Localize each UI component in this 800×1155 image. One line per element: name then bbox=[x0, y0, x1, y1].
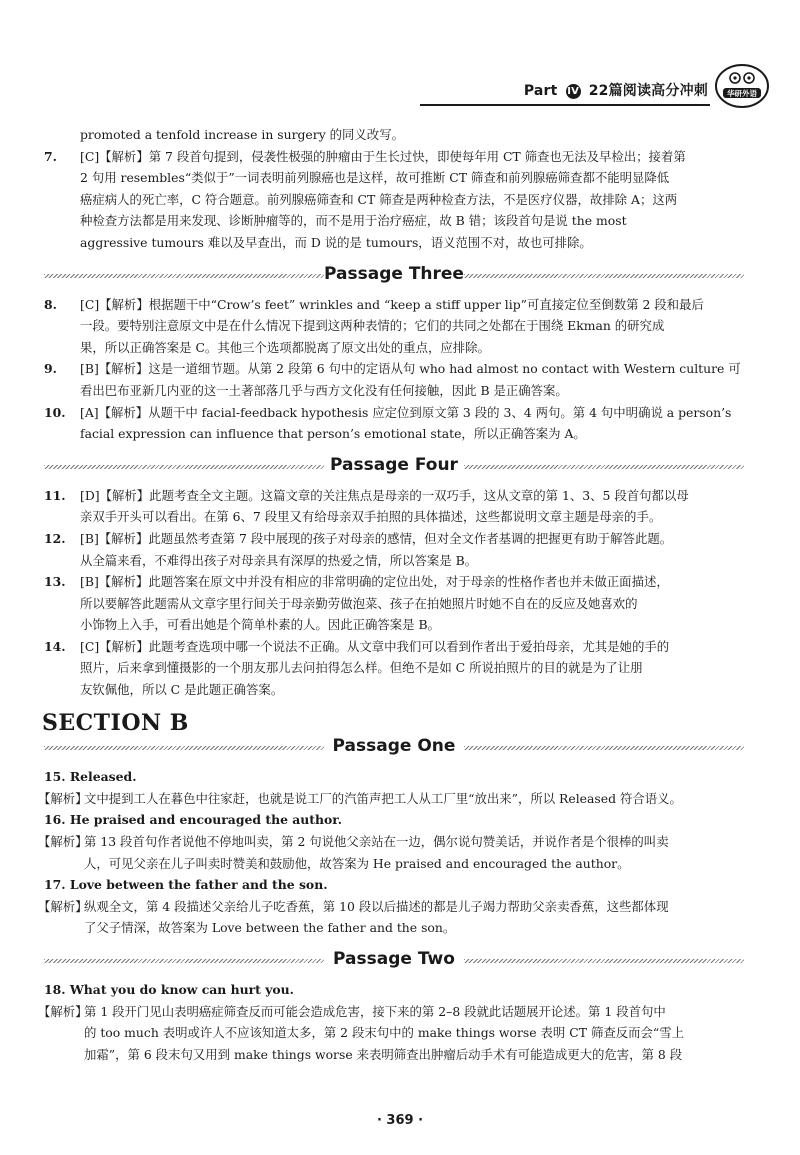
analysis-tag: 【解析】 bbox=[38, 834, 88, 850]
hatch-rule bbox=[44, 746, 324, 750]
answer-item-13 bbox=[44, 571, 744, 636]
item-line: 照片，后来拿到懂摄影的一个朋友那儿去问拍得怎么样。但绝不是如 C 所说拍照片的目的就是为了让朋 bbox=[80, 660, 643, 676]
analysis-line: 的 too much 表明或许人不应该知道太多，第 2 段末句中的 make things worse 表明 CT 筛查反而会“雪上 bbox=[84, 1025, 685, 1041]
page-number: · 369 · bbox=[376, 1113, 424, 1128]
item-line: 种检查方法都是用来发现、诊断肿瘤等的，而不是用于治疗癌症，故 B 错；该段首句是说 the most bbox=[80, 213, 627, 229]
item-line: [B]【解析】此题答案在原文中并没有相应的非常明确的定位出处，对于母亲的性格作者也并未做正面描述， bbox=[80, 574, 669, 590]
section-b-title: SECTION B bbox=[42, 709, 189, 736]
analysis-16 bbox=[38, 831, 744, 874]
analysis-line: 第 1 段开门见山表明癌症筛查反而可能会造成危害，接下来的第 2–8 段就此话题展开论述。第 1 段首句中 bbox=[84, 1003, 666, 1019]
item-number: 9. bbox=[44, 361, 57, 377]
item-line: [D]【解析】此题考查全文主题。这篇文章的关注焦点是母亲的一双巧手，这从文章的第 1、3、5 段首句都以母 bbox=[80, 487, 689, 503]
item-line: [C]【解析】第 7 段首句提到，侵袭性极强的肿瘤由于生长过快，即使每年用 CT 筛查也无法及早检出；接着第 bbox=[80, 148, 686, 164]
item-number: 8. bbox=[44, 296, 57, 312]
item-number: 13. bbox=[44, 574, 66, 590]
item-number: 12. bbox=[44, 530, 66, 546]
page-header bbox=[40, 58, 770, 108]
item-line: 看出巴布亚新几内亚的这一土著部落几乎与西方文化没有任何接触，因此 B 是正确答案。 bbox=[80, 382, 568, 398]
publisher-logo-icon bbox=[714, 62, 770, 110]
hatch-rule bbox=[464, 746, 744, 750]
answer-item-14 bbox=[44, 636, 744, 701]
answer-line-16: 16. He praised and encouraged the author. bbox=[44, 812, 343, 828]
item-line: [C]【解析】此题考查选项中哪一个说法不正确。从文章中我们可以看到作者出于爱拍母亲，尤其是她的手的 bbox=[80, 638, 670, 654]
analysis-tag: 【解析】 bbox=[38, 790, 88, 806]
header-rule bbox=[420, 104, 710, 106]
answer-line-18: 18. What you do know can hurt you. bbox=[44, 982, 294, 997]
item-line: 果，所以正确答案是 C。其他三个选项都脱离了原文出处的重点，应排除。 bbox=[80, 339, 490, 355]
answer-line-15: 15. Released. bbox=[44, 769, 137, 785]
answer-item-10 bbox=[44, 402, 744, 445]
hatch-rule bbox=[464, 274, 744, 278]
hatch-rule bbox=[44, 959, 324, 963]
item-line: [B]【解析】此题虽然考查第 7 段中展现的孩子对母亲的感情，但对全文作者基调的把握更有助于解答此题。 bbox=[80, 530, 673, 546]
hatch-rule bbox=[44, 465, 324, 469]
answer-line-17: 17. Love between the father and the son. bbox=[44, 877, 328, 893]
passage-heading: Passage Two bbox=[324, 949, 464, 971]
passage-heading: Passage One bbox=[324, 736, 464, 758]
passage-four-divider bbox=[44, 453, 744, 481]
item-line: 一段。要特别注意原文中是在什么情况下提到这两种表情的；它们的共同之处都在于围绕 Ekman 的研究成 bbox=[80, 318, 665, 334]
analysis-line: 人，可见父亲在儿子叫卖时赞美和鼓励他，故答案为 He praised and encouraged the author。 bbox=[84, 855, 630, 871]
item-number: 7. bbox=[44, 148, 57, 164]
analysis-18 bbox=[38, 1001, 744, 1066]
item-line: [A]【解析】从题干中 facial-feedback hypothesis 应定位到原文第 3 段的 3、4 两句。第 4 句中明确说 a person’s bbox=[80, 404, 732, 420]
analysis-line: 第 13 段首句作者说他不停地叫卖，第 2 句说他父亲站在一边，偶尔说句赞美话，并说作者是个很棒的叫卖 bbox=[84, 834, 669, 850]
part-number-badge: IV bbox=[567, 86, 580, 97]
answer-item-7 bbox=[44, 146, 744, 254]
hatch-rule bbox=[464, 465, 744, 469]
passage-heading: Passage Three bbox=[324, 263, 464, 284]
item-line: [B]【解析】这是一道细节题。从第 2 段第 6 句中的定语从句 who had almost no contact with Western culture 可 bbox=[80, 361, 741, 377]
analysis-tag: 【解析】 bbox=[38, 1003, 88, 1019]
item-line: 小饰物上入手，可看出她是个简单朴素的人。因此正确答案是 B。 bbox=[80, 617, 440, 633]
passage-heading: Passage Four bbox=[324, 455, 464, 477]
item-line: 2 句用 resembles“类似于”一词表明前列腺癌也是这样，故可推断 CT 筛查和前列腺癌筛查都不能明显降低 bbox=[80, 170, 670, 186]
item-line: 从全篇来看，不难得出孩子对母亲具有深厚的热爱之情，所以答案是 B。 bbox=[80, 552, 478, 568]
item-line: facial expression can influence that person’s emotional state，所以正确答案为 A。 bbox=[80, 426, 586, 442]
item-line: 友钦佩他，所以 C 是此题正确答案。 bbox=[80, 682, 284, 698]
item-number: 11. bbox=[44, 487, 66, 503]
svg-text:华研外语: 华研外语 bbox=[727, 89, 757, 98]
item-line: 癌症病人的死亡率，C 符合题意。前列腺癌筛查和 CT 筛查是两种检查方法，不是医疗仪器，故排除 A；这两 bbox=[80, 191, 678, 207]
analysis-17 bbox=[38, 896, 744, 939]
analysis-line: 文中提到工人在暮色中往家赶，也就是说工厂的汽笛声把工人从工厂里“放出来”，所以 Released 符合语义。 bbox=[84, 790, 682, 806]
answer-item-12 bbox=[44, 528, 744, 571]
item-line: aggressive tumours 难以及早查出，而 D 说的是 tumours，语义范围不对，故也可排除。 bbox=[80, 234, 592, 250]
hatch-rule bbox=[44, 274, 324, 278]
analysis-15 bbox=[38, 788, 744, 810]
item-number: 14. bbox=[44, 638, 66, 654]
answer-item-8 bbox=[44, 294, 744, 359]
passage-one-divider bbox=[44, 734, 744, 762]
part-label: Part bbox=[523, 83, 558, 99]
hatch-rule bbox=[464, 959, 744, 963]
passage-three-divider bbox=[44, 262, 744, 290]
answer-item-9 bbox=[44, 358, 744, 401]
intro-line: promoted a tenfold increase in surgery 的同义改写。 bbox=[80, 127, 404, 142]
analysis-line: 加霜”，第 6 段末句又用到 make things worse 来表明筛查出肿瘤后动手术有可能造成更大的危害，第 8 段 bbox=[84, 1046, 683, 1062]
analysis-line: 了父子情深，故答案为 Love between the father and the son。 bbox=[84, 920, 456, 936]
answer-item-11 bbox=[44, 485, 744, 528]
passage-two-divider bbox=[44, 947, 744, 975]
item-line: 所以要解答此题需从文章字里行间关于母亲勤劳做泡菜、孩子在拍她照片时她不自在的反应及她喜欢的 bbox=[80, 595, 638, 611]
item-line: [C]【解析】根据题干中“Crow’s feet” wrinkles and “keep a stiff upper lip”可直接定位至倒数第 2 段和最后 bbox=[80, 296, 704, 312]
analysis-tag: 【解析】 bbox=[38, 898, 88, 914]
item-line: 亲双手开头可以看出。在第 6、7 段里又有给母亲双手拍照的具体描述，这些都说明文章主题是母亲的手。 bbox=[80, 509, 662, 525]
running-title bbox=[524, 80, 708, 100]
answer-key-content bbox=[38, 124, 744, 1065]
item-number: 10. bbox=[44, 404, 66, 420]
header-title-text: 22篇阅读高分冲刺 bbox=[588, 83, 708, 99]
analysis-line: 纵观全文，第 4 段描述父亲给儿子吃香蕉，第 10 段以后描述的都是儿子竭力帮助父亲卖香蕉，这些都体现 bbox=[84, 898, 669, 914]
